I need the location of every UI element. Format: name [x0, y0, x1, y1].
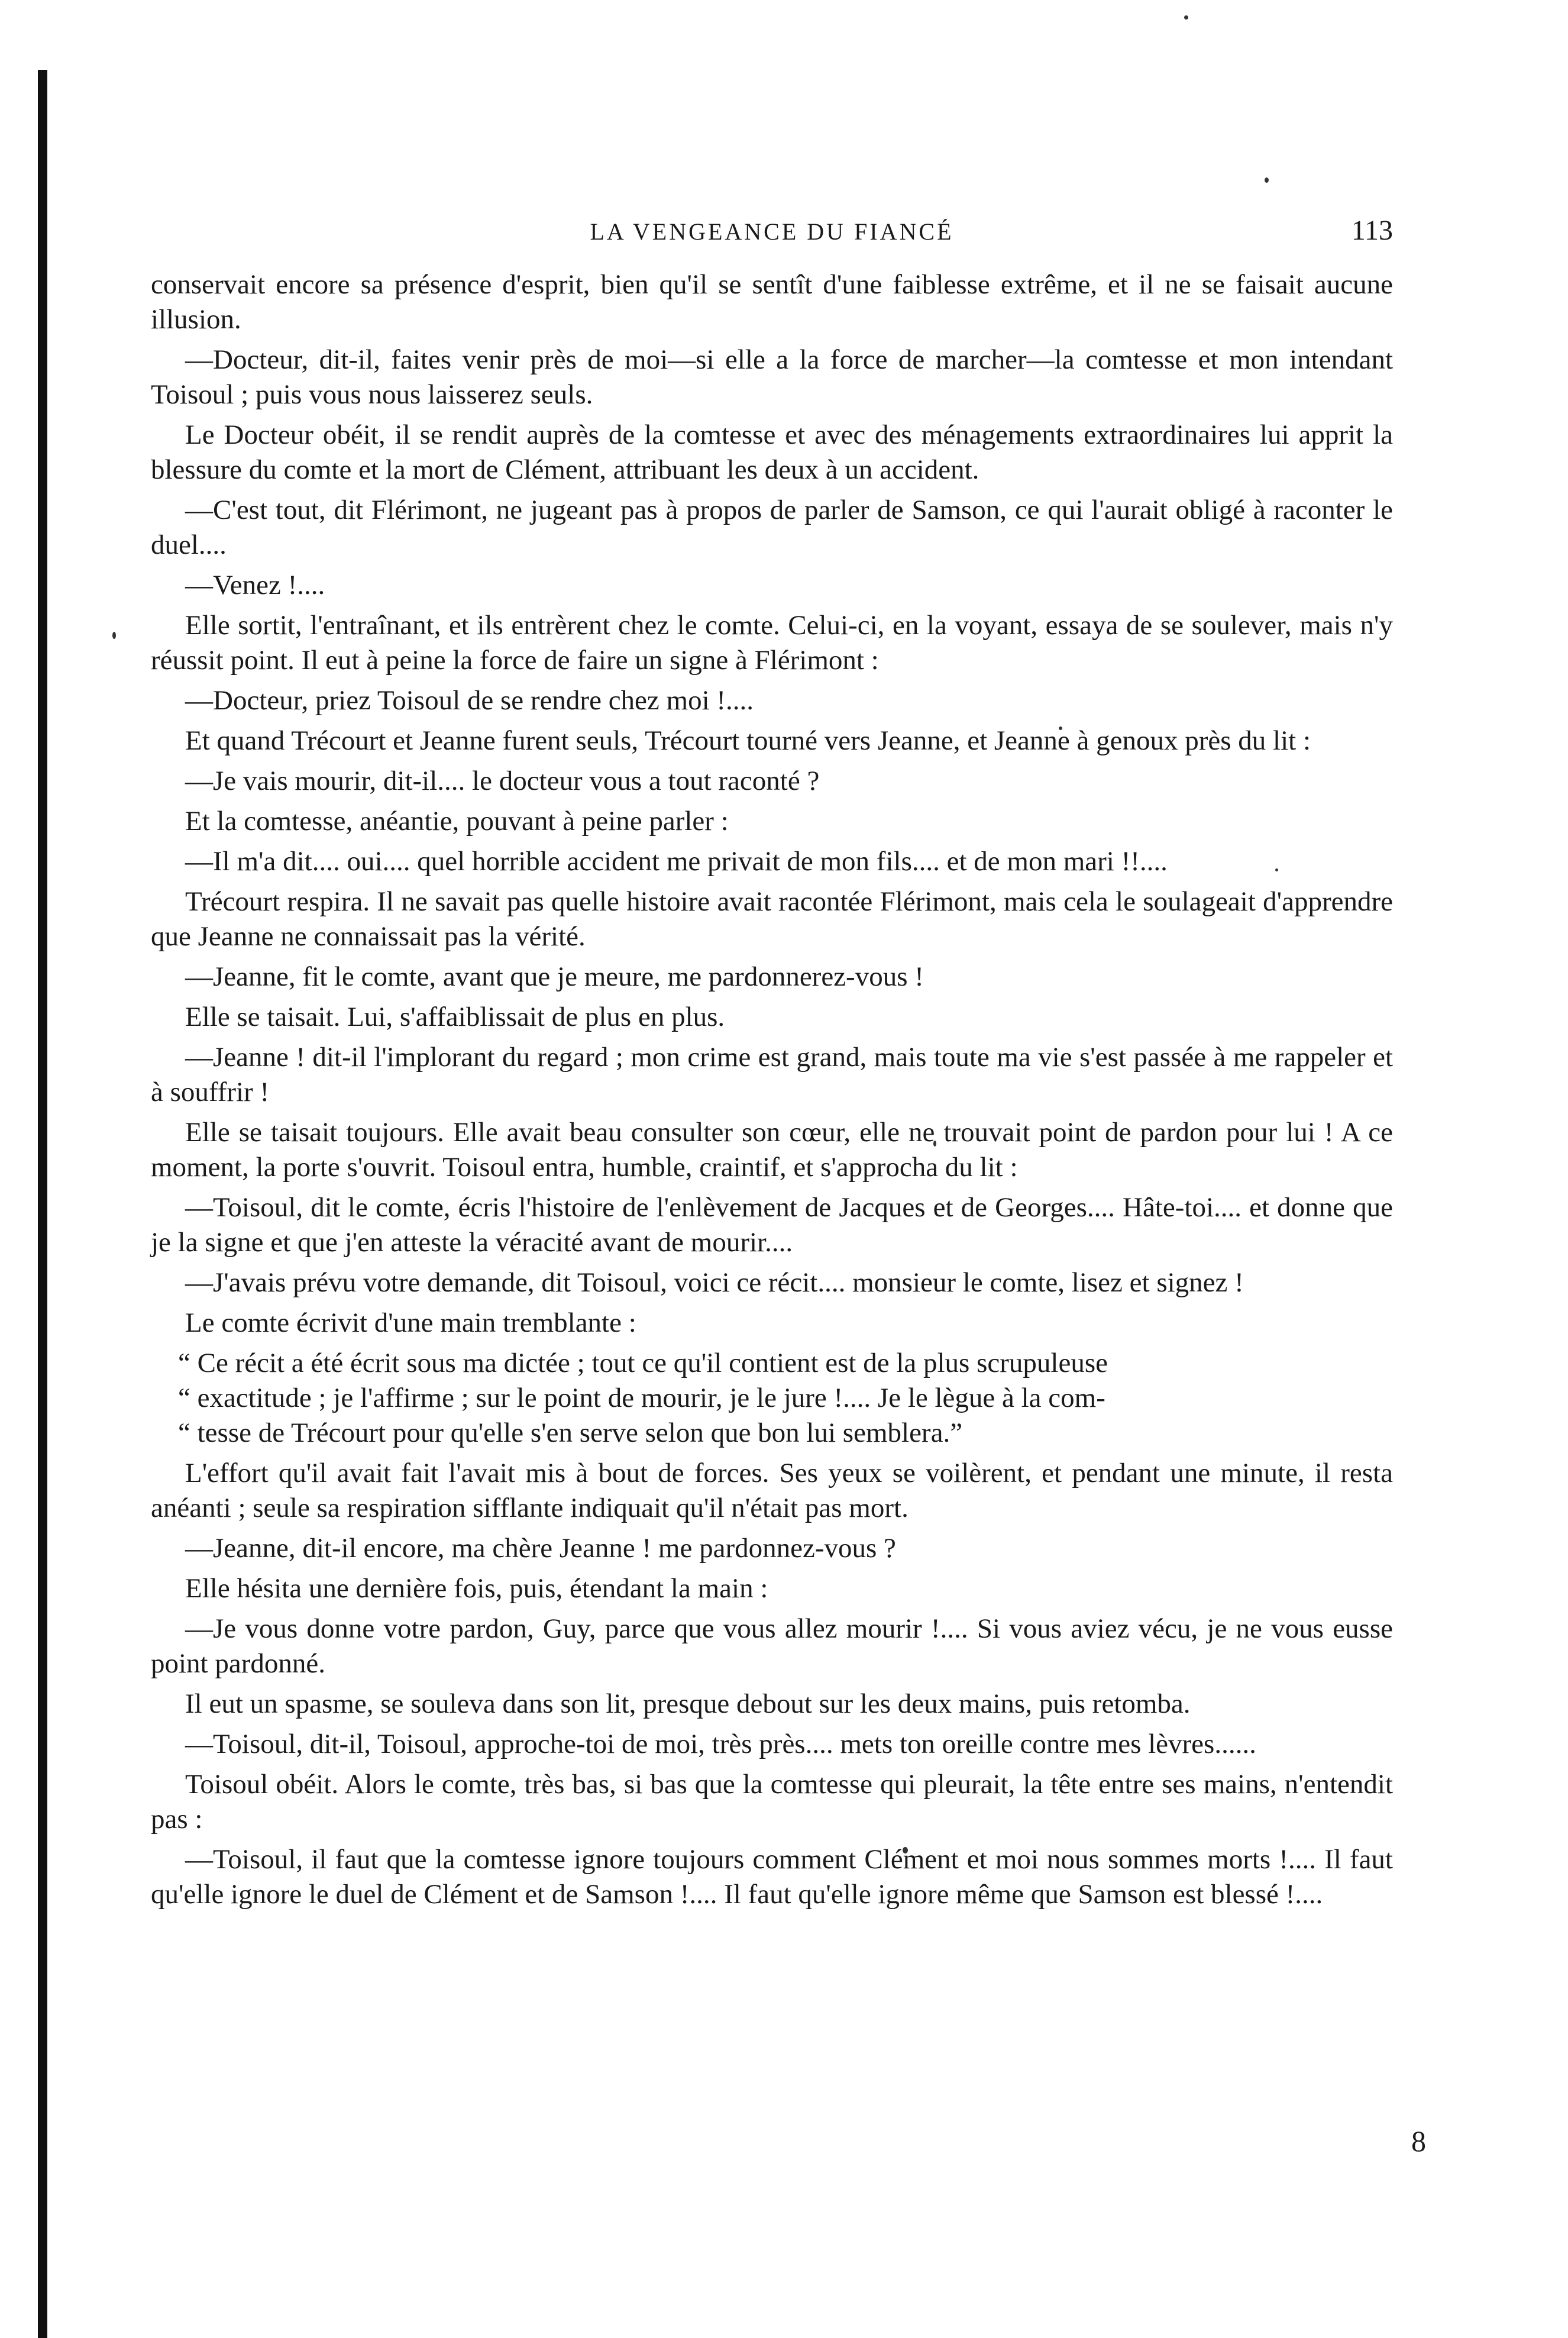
paragraph: —Jeanne ! dit-il l'implorant du regard ; mon crime est grand, mais toute ma vie s'est passée à me rappeler et à souffrir ! [151, 1042, 1393, 1107]
page-number: 113 [1351, 215, 1393, 246]
signature-mark: 8 [1411, 2124, 1426, 2158]
ink-speck [1265, 177, 1269, 183]
paragraph: —Toisoul, dit-il, Toisoul, approche-toi de moi, très près.... mets ton oreille contre mes lèvres...... [185, 1729, 1256, 1759]
paragraph: Le Docteur obéit, il se rendit auprès de la comtesse et avec des ménagements extraordinaires lui apprit la blessure du comte et la mort de Clément, attribuant les deux à un accident. [151, 419, 1393, 485]
paragraph: —Venez !.... [185, 570, 325, 600]
ink-speck [112, 632, 116, 639]
quote-line: “ tesse de Trécourt pour qu'elle s'en serve selon que bon lui semblera.” [178, 1417, 963, 1448]
paragraph: —Jeanne, fit le comte, avant que je meure, me pardonnerez-vous ! [185, 961, 924, 992]
paragraph: —C'est tout, dit Flérimont, ne jugeant pas à propos de parler de Samson, ce qui l'aurait obligé à raconter le duel.... [151, 495, 1393, 560]
paragraph: —Docteur, dit-il, faites venir près de moi—si elle a la force de marcher—la comtesse et mon intendant Toisoul ; puis vous nous laisserez seuls. [151, 344, 1393, 410]
binding-edge-line [38, 70, 47, 2338]
paragraph: —Je vous donne votre pardon, Guy, parce que vous allez mourir !.... Si vous aviez vécu, je ne vous eusse point pardonné. [151, 1613, 1393, 1679]
quote-line: “ Ce récit a été écrit sous ma dictée ; tout ce qu'il contient est de la plus scrupuleuse [178, 1348, 1108, 1378]
paragraph: Le comte écrivit d'une main tremblante : [185, 1307, 636, 1338]
paragraph: Trécourt respira. Il ne savait pas quelle histoire avait racontée Flérimont, mais cela le soulageait d'apprendre que Jeanne ne connaissait pas la vérité. [151, 886, 1393, 952]
paragraph: Et la comtesse, anéantie, pouvant à peine parler : [185, 806, 729, 837]
page-body [151, 267, 1393, 1917]
paragraph: —J'avais prévu votre demande, dit Toisoul, voici ce récit.... monsieur le comte, lisez et signez ! [185, 1267, 1244, 1298]
paragraph: Elle se taisait toujours. Elle avait beau consulter son cœur, elle ne trouvait point de pardon pour lui ! A ce moment, la porte s'ouvrit. Toisoul entra, humble, craintif, et s'approcha du lit : [151, 1117, 1393, 1183]
quote-line: “ exactitude ; je l'affirme ; sur le point de mourir, je le jure !.... Je le lègue à la com- [178, 1383, 1105, 1413]
paragraph: Elle sortit, l'entraînant, et ils entrèrent chez le comte. Celui-ci, en la voyant, essaya de se soulever, mais n'y réussit point. Il eut à peine la force de faire un signe à Flérimont : [151, 610, 1393, 676]
paragraph: Et quand Trécourt et Jeanne furent seuls, Trécourt tourné vers Jeanne, et Jeanne à genoux près du lit : [185, 725, 1311, 756]
ink-speck [1184, 15, 1188, 20]
paragraph: Toisoul obéit. Alors le comte, très bas, si bas que la comtesse qui pleurait, la tête entre ses mains, n'entendit pas : [151, 1769, 1393, 1835]
paragraph: conservait encore sa présence d'esprit, bien qu'il se sentît d'une faiblesse extrême, et il ne se faisait aucune illusion. [151, 269, 1393, 335]
paragraph: —Toisoul, il faut que la comtesse ignore toujours comment Clément et moi nous sommes morts !.... Il faut qu'elle ignore le duel de Clément et de Samson !.... Il faut qu'elle ignore même que Samson est blessé !.... [151, 1844, 1393, 1910]
running-title: LA VENGEANCE DU FIANCÉ [590, 218, 954, 245]
paragraph: Elle se taisait. Lui, s'affaiblissait de plus en plus. [185, 1002, 725, 1032]
paragraph: —Docteur, priez Toisoul de se rendre chez moi !.... [185, 685, 754, 716]
paragraph: —Je vais mourir, dit-il.... le docteur vous a tout raconté ? [185, 766, 820, 796]
running-header [151, 215, 1393, 253]
paragraph: —Il m'a dit.... oui.... quel horrible accident me privait de mon fils.... et de mon mari !!.... [185, 846, 1168, 877]
paragraph: —Jeanne, dit-il encore, ma chère Jeanne ! me pardonnez-vous ? [185, 1533, 896, 1564]
paragraph: Il eut un spasme, se souleva dans son lit, presque debout sur les deux mains, puis retomba. [185, 1688, 1191, 1719]
paragraph: Elle hésita une dernière fois, puis, étendant la main : [185, 1573, 768, 1604]
paragraph: —Toisoul, dit le comte, écris l'histoire de l'enlèvement de Jacques et de Georges.... Hâte-toi.... et donne que je la signe et que j'en atteste la véracité avant de mourir.... [151, 1192, 1393, 1258]
quoted-statement [151, 1346, 1393, 1451]
paragraph: L'effort qu'il avait fait l'avait mis à bout de forces. Ses yeux se voilèrent, et pendant une minute, il resta anéanti ; seule sa respiration sifflante indiquait qu'il n'était pas mort. [151, 1458, 1393, 1523]
